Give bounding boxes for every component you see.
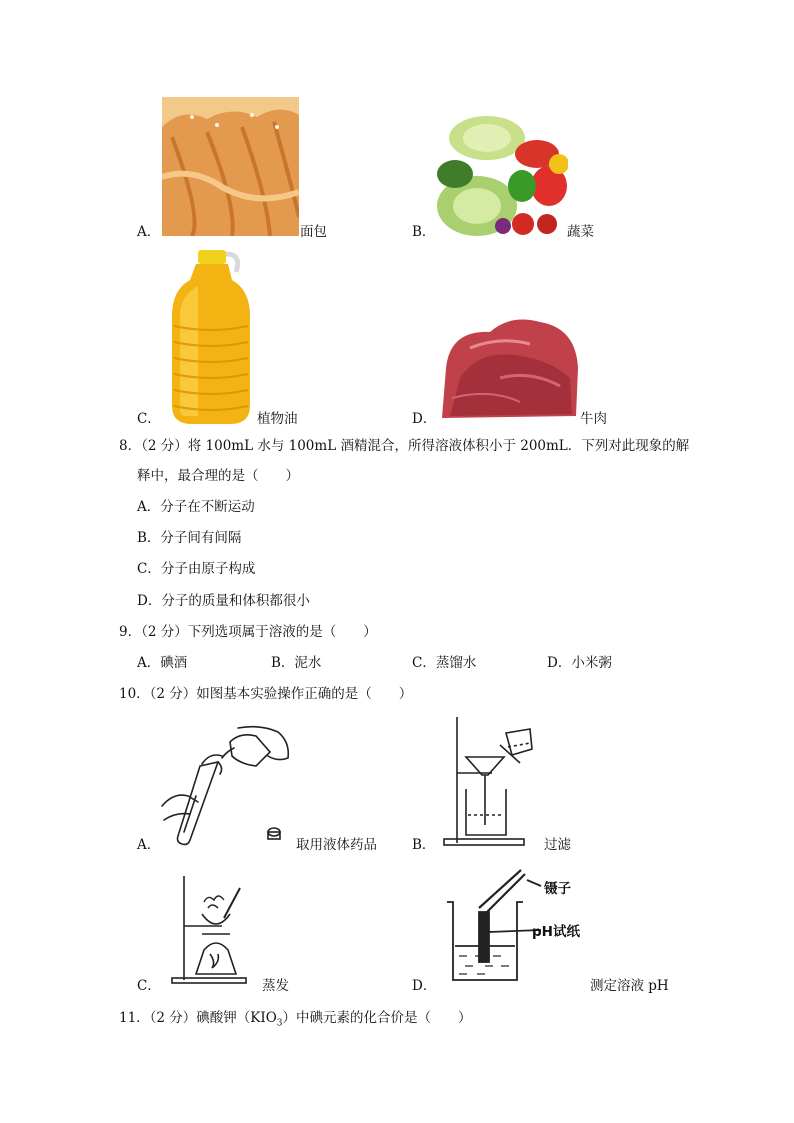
vegetables-image: [437, 114, 568, 236]
q8-stem-line1: 8．（2 分）将 100mL 水与 100mL 酒精混合，所得溶液体积小于 200mL．下列对此现象的解: [119, 438, 690, 454]
q10-stem: 10．（2 分）如图基本实验操作正确的是（ ）: [119, 686, 413, 702]
q11-stem-subscript: 3: [276, 1018, 283, 1029]
q7-option-a-label: 面包: [300, 224, 327, 240]
q9-stem: 9．（2 分）下列选项属于溶液的是（ ）: [119, 624, 377, 640]
q7-option-a-letter: A．: [137, 224, 161, 240]
beef-image: [440, 308, 580, 422]
q10-option-c-label: 蒸发: [262, 978, 289, 994]
q11-stem-part2: ）中碘元素的化合价是（ ）: [282, 1010, 472, 1026]
q10-option-b-letter: B．: [412, 837, 436, 853]
q8-option-c: C．分子由原子构成: [137, 561, 256, 577]
q7-option-d-letter: D．: [412, 411, 437, 427]
evaporation-figure: [166, 874, 251, 986]
oil-bottle-image: [170, 246, 252, 426]
q7-option-c-label: 植物油: [257, 411, 298, 427]
q10-option-b-label: 过滤: [544, 837, 571, 853]
q11-stem: [119, 1010, 472, 1032]
bread-image: [162, 97, 299, 236]
q7-option-c-letter: C．: [137, 411, 161, 427]
q7-option-d-label: 牛肉: [580, 411, 607, 427]
filtration-figure: [440, 713, 535, 848]
q9-option-c: C．蒸馏水: [412, 655, 477, 671]
q10-option-d-letter: D．: [412, 978, 437, 994]
q9-option-a: A．碘酒: [137, 655, 188, 671]
q11-stem-part1: 11．（2 分）碘酸钾（KIO: [119, 1010, 277, 1026]
ph-paper-label: pH试纸: [532, 924, 580, 940]
q10-option-a-letter: A．: [137, 837, 161, 853]
q10-option-a-label: 取用液体药品: [296, 837, 377, 853]
tweezers-label: 镊子: [544, 881, 571, 897]
q10-option-d-label: 测定溶液 pH: [590, 978, 669, 994]
q7-option-b-letter: B．: [412, 224, 436, 240]
q9-option-b: B．泥水: [271, 655, 322, 671]
q10-option-c-letter: C．: [137, 978, 161, 994]
q8-option-b: B．分子间有间隔: [137, 530, 242, 546]
q7-option-b-label: 蔬菜: [567, 224, 594, 240]
q9-option-d: D．小米粥: [547, 655, 612, 671]
q8-option-d: D．分子的质量和体积都很小: [137, 593, 310, 609]
liquid-pouring-figure: [160, 722, 295, 847]
q8-option-a: A．分子在不断运动: [137, 499, 255, 515]
q8-stem-line2: 释中，最合理的是（ ）: [137, 468, 299, 484]
